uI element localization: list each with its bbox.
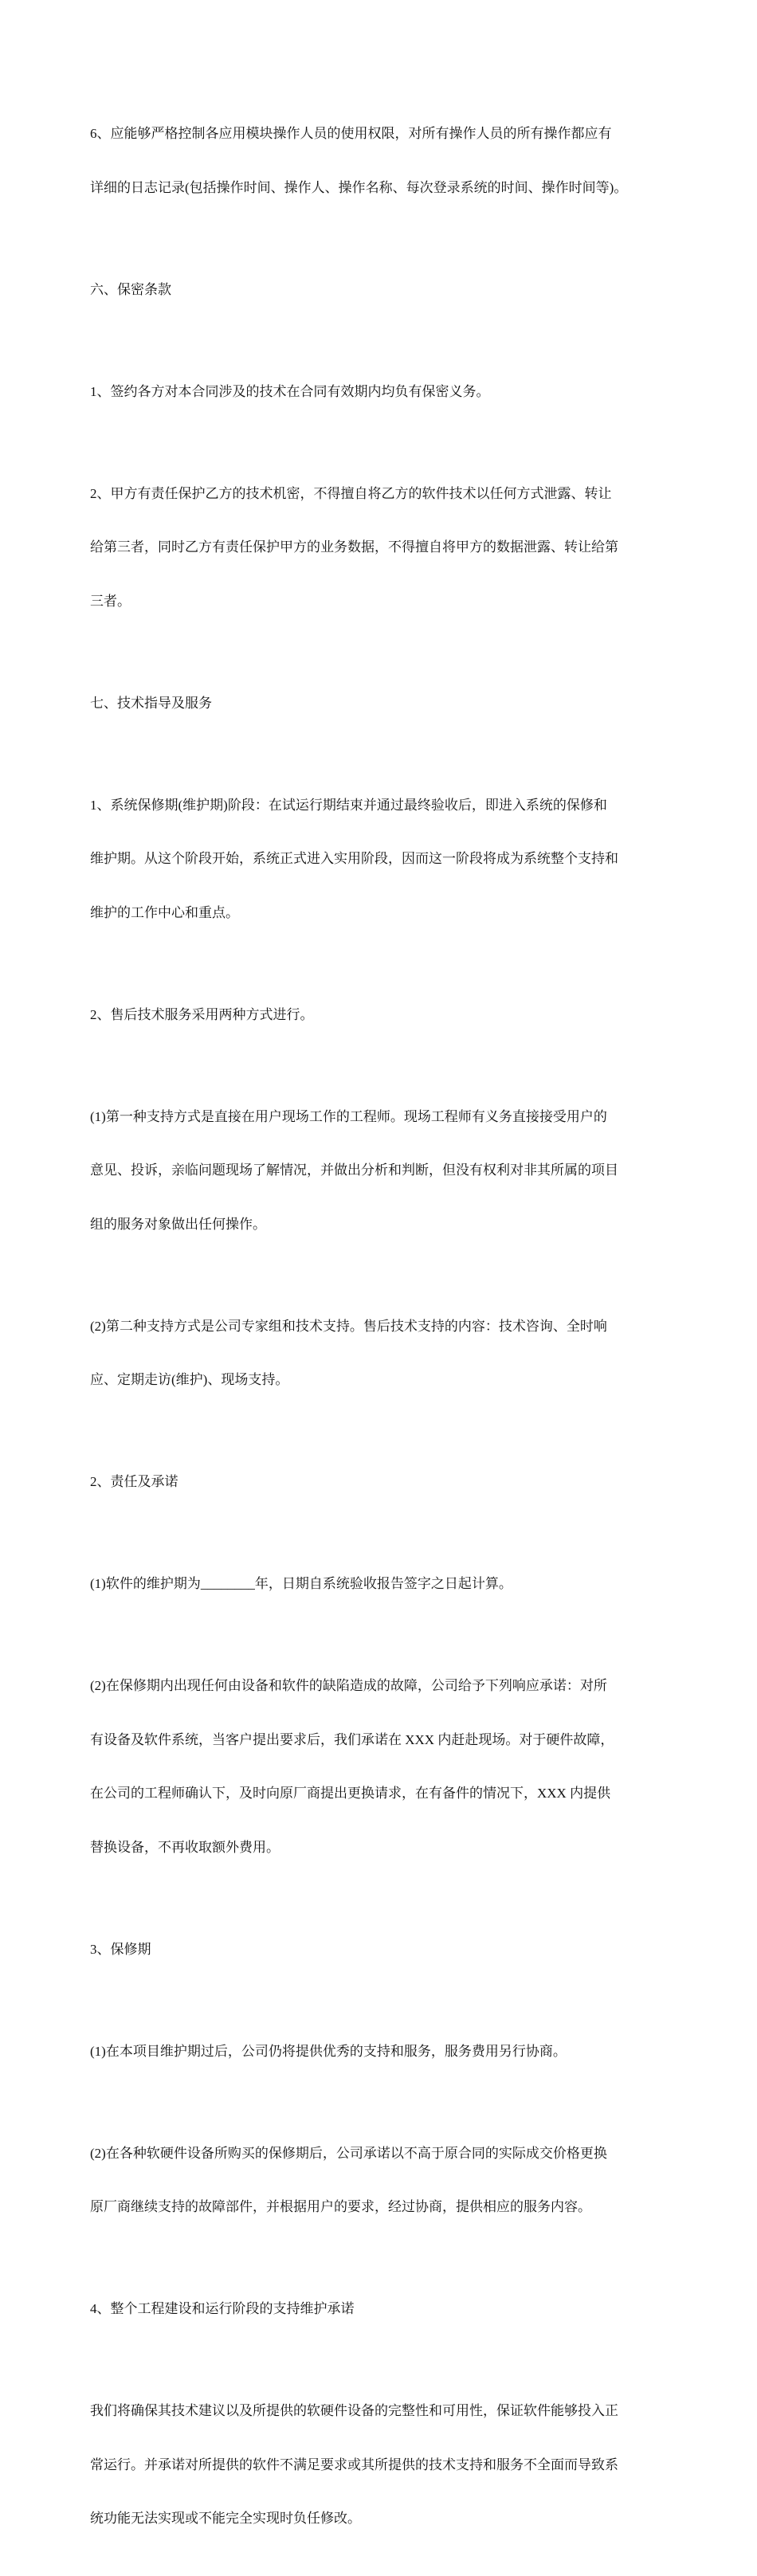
text-line: 详细的日志记录(包括操作时间、操作人、操作名称、每次登录系统的时间、操作时间等)。 <box>90 179 628 195</box>
paragraph-confidentiality-2 <box>90 449 672 647</box>
text-line: 在公司的工程师确认下，及时向原厂商提出更换请求，在有备件的情况下，XXX 内提供 <box>90 1786 611 1801</box>
text-line: (1)软件的维护期为________年，日期自系统验收报告签字之日起计算。 <box>90 1576 512 1591</box>
section-heading-tech-support <box>90 659 672 749</box>
text-line: 我们将确保其技术建议以及所提供的软硬件设备的完整性和可用性，保证软件能够投入正 <box>90 2403 618 2418</box>
text-line: (2)在保修期内出现任何由设备和软件的缺陷造成的故障，公司给予下列响应承诺：对所 <box>90 1678 607 1693</box>
text-line: 6、应能够严格控制各应用模块操作人员的使用权限，对所有操作人员的所有操作都应有 <box>90 126 612 141</box>
text-line: (2)在各种软硬件设备所购买的保修期后，公司承诺以不高于原合同的实际成交价格更换 <box>90 2145 607 2161</box>
text-line: 意见、投诉，亲临问题现场了解情况，并做出分析和判断，但没有权利对非其所属的项目 <box>90 1163 618 1178</box>
text-line: 替换设备，不再收取额外费用。 <box>90 1839 280 1855</box>
section-heading-project-commitment <box>90 2264 672 2354</box>
text-line: 维护期。从这个阶段开始，系统正式进入实用阶段，因而这一阶段将成为系统整个支持和 <box>90 851 618 866</box>
paragraph-after-sales <box>90 970 672 1061</box>
text-line: 2、甲方有责任保护乙方的技术机密，不得擅自将乙方的软件技术以任何方式泄露、转让 <box>90 485 612 501</box>
section-heading-warranty <box>90 1905 672 1995</box>
text-line: (2)第二种支持方式是公司专家组和技术支持。售后技术支持的内容：技术咨询、全时响 <box>90 1318 607 1334</box>
paragraph-logging <box>90 89 672 233</box>
text-line: 维护的工作中心和重点。 <box>90 904 239 920</box>
text-line: (1)在本项目维护期过后，公司仍将提供优秀的支持和服务，服务费用另行协商。 <box>90 2043 567 2059</box>
text-line: 三者。 <box>90 593 131 609</box>
paragraph-warranty-phase <box>90 761 672 959</box>
document-page <box>90 89 672 2576</box>
paragraph-maintenance-period <box>90 1539 672 1629</box>
text-line: 统功能无法实现或不能完全实现时负任修改。 <box>90 2511 361 2526</box>
paragraph-onsite-support <box>90 1072 672 1270</box>
text-line: 1、签约各方对本合同涉及的技术在合同有效期内均负有保密义务。 <box>90 383 490 399</box>
text-line: 原厂商继续支持的故障部件，并根据用户的要求，经过协商，提供相应的服务内容。 <box>90 2199 591 2214</box>
paragraph-confidentiality-1 <box>90 347 672 437</box>
text-line: 六、保密条款 <box>90 281 171 297</box>
text-line: 七、技术指导及服务 <box>90 695 212 711</box>
text-line: 2、售后技术服务采用两种方式进行。 <box>90 1006 314 1022</box>
paragraph-parts-replacement <box>90 2109 672 2253</box>
text-line: 应、定期走访(维护)、现场支持。 <box>90 1372 289 1387</box>
section-heading-confidentiality <box>90 245 672 335</box>
paragraph-expert-support <box>90 1282 672 1425</box>
paragraph-response-commitment <box>90 1641 672 1892</box>
text-line: 组的服务对象做出任何操作。 <box>90 1216 266 1232</box>
text-line: 4、整个工程建设和运行阶段的支持维护承诺 <box>90 2301 355 2316</box>
text-line: 3、保修期 <box>90 1941 151 1957</box>
text-line: (1)第一种支持方式是直接在用户现场工作的工程师。现场工程师有义务直接接受用户的 <box>90 1108 607 1124</box>
text-line: 有设备及软件系统，当客户提出要求后，我们承诺在 XXX 内赶赴现场。对于硬件故障， <box>90 1731 614 1747</box>
paragraph-post-maintenance <box>90 2007 672 2097</box>
text-line: 2、责任及承诺 <box>90 1474 178 1489</box>
text-line: 1、系统保修期(维护期)阶段：在试运行期结束并通过最终验收后，即进入系统的保修和 <box>90 797 607 813</box>
section-heading-responsibility <box>90 1437 672 1527</box>
text-line: 常运行。并承诺对所提供的软件不满足要求或其所提供的技术支持和服务不全面而导致系 <box>90 2456 618 2472</box>
paragraph-final-commitment <box>90 2366 672 2564</box>
text-line: 给第三者，同时乙方有责任保护甲方的业务数据，不得擅自将甲方的数据泄露、转让给第 <box>90 539 618 555</box>
